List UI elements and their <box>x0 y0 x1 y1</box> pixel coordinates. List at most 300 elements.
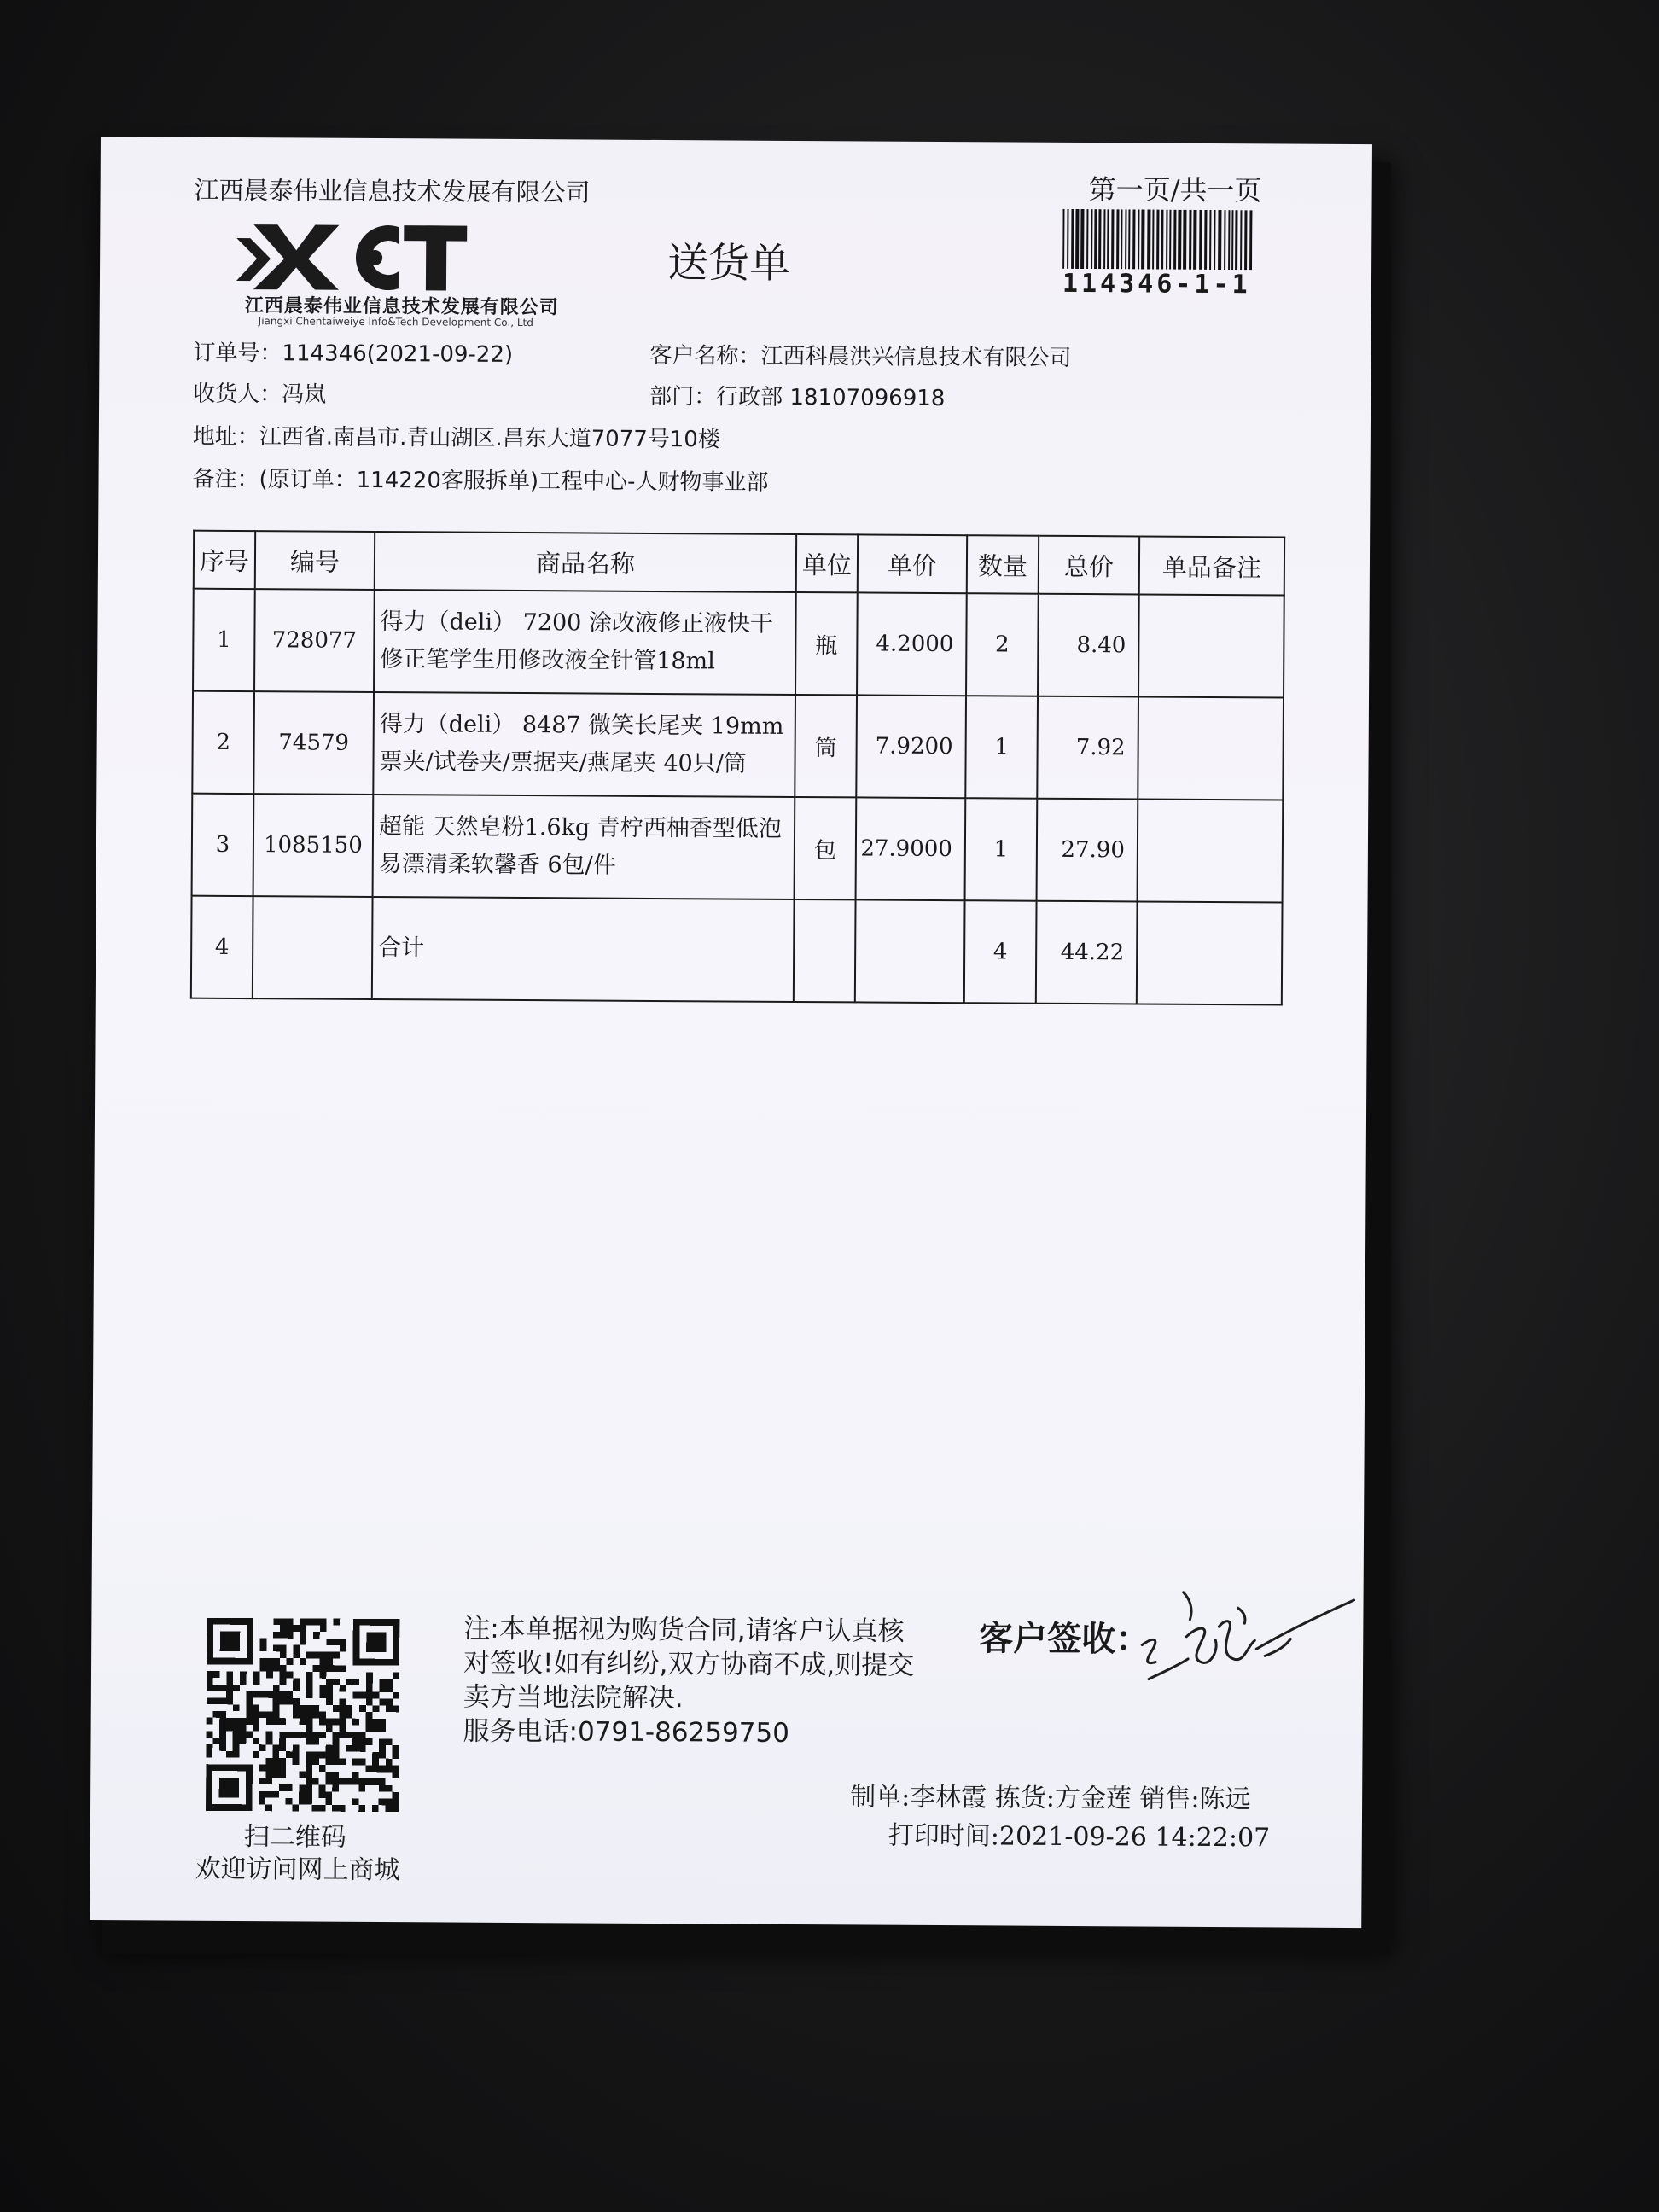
company-logo-icon <box>236 221 467 293</box>
qr-module <box>233 1725 240 1732</box>
qr-module <box>246 1765 253 1812</box>
qr-module <box>306 1679 313 1685</box>
qr-module <box>332 1752 339 1759</box>
qr-module <box>279 1744 286 1751</box>
cell-total: 27.90 <box>1037 799 1138 902</box>
qr-module <box>358 1778 365 1785</box>
qr-module <box>299 1784 306 1791</box>
cell-total-label: 合计 <box>372 897 795 1002</box>
cell-unit-price: 27.9000 <box>856 797 966 900</box>
qr-module <box>233 1738 240 1744</box>
qr-caption: 扫二维码 <box>243 1822 346 1853</box>
qr-module <box>272 1772 279 1778</box>
qr-module <box>207 1618 213 1665</box>
barcode-bar <box>1086 209 1088 269</box>
qr-module <box>319 1791 326 1798</box>
qr-module <box>219 1711 226 1718</box>
qr-module <box>392 1799 399 1806</box>
barcode-bar <box>1224 210 1225 270</box>
qr-module <box>280 1618 287 1625</box>
qr-module <box>353 1659 400 1666</box>
qr-module <box>379 1699 386 1706</box>
barcode-bar <box>1228 210 1230 270</box>
qr-module <box>206 1764 212 1811</box>
qr-module <box>272 1758 279 1765</box>
qr-module <box>226 1697 233 1704</box>
barcode-bar <box>1156 210 1159 270</box>
barcode-bar <box>1062 209 1064 269</box>
cell-total: 7.92 <box>1037 696 1138 800</box>
qr-module <box>319 1712 326 1719</box>
qr-module <box>319 1718 326 1725</box>
qr-module <box>386 1679 393 1685</box>
qr-module <box>379 1778 386 1785</box>
qr-module <box>379 1785 386 1792</box>
cell-unit: 瓶 <box>795 592 858 695</box>
qr-module <box>386 1705 393 1712</box>
qr-module <box>306 1751 312 1758</box>
qr-module <box>366 1672 373 1679</box>
company-name: 江西晨泰伟业信息技术发展有限公司 <box>194 175 591 207</box>
qr-module <box>333 1679 340 1685</box>
qr-module <box>253 1678 259 1685</box>
address: 地址：江西省.南昌市.青山湖区.昌东大道7077号10楼 <box>192 423 720 453</box>
qr-module <box>266 1738 273 1744</box>
barcode-bar <box>1235 210 1237 270</box>
barcode-bar <box>1080 209 1084 269</box>
column-header: 总价 <box>1039 536 1139 595</box>
barcode-bar <box>1121 209 1122 269</box>
cell-total: 8.40 <box>1038 594 1139 697</box>
cell-item-note <box>1138 696 1284 800</box>
qr-module <box>306 1738 312 1745</box>
table-row-total <box>191 896 1283 1005</box>
qr-module <box>333 1719 340 1726</box>
qr-module <box>207 1731 213 1738</box>
qr-module <box>260 1639 267 1645</box>
qr-module <box>287 1625 294 1632</box>
qr-module <box>279 1772 286 1778</box>
contract-note <box>463 1612 924 1751</box>
qr-module <box>359 1732 366 1738</box>
cell-seq: 1 <box>193 589 255 691</box>
qr-module <box>286 1751 293 1758</box>
qr-module <box>279 1718 286 1725</box>
receiver: 收货人：冯岚 <box>193 381 327 408</box>
cell-total: 44.22 <box>1036 901 1138 1004</box>
logo-cn-text: 江西晨泰伟业信息技术发展有限公司 <box>244 295 559 319</box>
qr-module <box>253 1691 259 1698</box>
cell-unit-price: 7.9200 <box>856 695 966 798</box>
qr-module <box>293 1712 300 1719</box>
qr-module <box>226 1751 233 1758</box>
remark: 备注：(原订单：114220客服拆单)工程中心-人财物事业部 <box>192 466 769 496</box>
qr-module <box>312 1751 319 1758</box>
qr-module <box>299 1772 306 1778</box>
barcode-bar <box>1231 210 1233 270</box>
qr-module <box>306 1705 313 1712</box>
qr-module <box>373 1705 380 1712</box>
qr-module <box>326 1725 333 1732</box>
qr-module <box>346 1679 353 1685</box>
qr-module <box>247 1698 253 1705</box>
qr-module <box>219 1685 226 1691</box>
handwritten-signature-icon <box>1137 1576 1359 1697</box>
qr-module <box>379 1745 386 1752</box>
qr-module <box>379 1685 386 1692</box>
qr-module <box>346 1712 352 1719</box>
qr-module <box>280 1665 287 1672</box>
qr-module <box>326 1698 333 1705</box>
cell-unit <box>794 899 856 1002</box>
qr-module <box>352 1738 359 1745</box>
qr-module <box>359 1738 366 1745</box>
barcode-icon <box>1062 209 1252 270</box>
qr-module <box>379 1752 386 1759</box>
qr-module <box>372 1765 379 1772</box>
qr-module <box>207 1697 213 1704</box>
qr-module <box>326 1745 333 1752</box>
qr-module <box>240 1725 247 1732</box>
barcode-bar <box>1091 209 1092 269</box>
qr-module <box>279 1765 286 1772</box>
qr-module <box>280 1678 287 1685</box>
qr-module <box>366 1712 373 1719</box>
barcode-bar <box>1161 210 1163 270</box>
qr-module <box>333 1652 340 1659</box>
qr-module <box>326 1679 333 1685</box>
qr-module <box>293 1744 300 1751</box>
qr-module <box>219 1778 240 1798</box>
qr-module <box>286 1698 293 1705</box>
qr-module <box>219 1725 226 1732</box>
qr-caption-mall: 欢迎访问网上商城 <box>195 1854 400 1886</box>
qr-module <box>293 1758 300 1765</box>
table-header-row <box>194 531 1284 596</box>
qr-module <box>306 1758 312 1765</box>
qr-module <box>366 1692 373 1699</box>
qr-module <box>365 1765 372 1772</box>
cell-seq: 2 <box>192 691 254 794</box>
qr-module <box>279 1758 286 1765</box>
barcode-bar <box>1218 210 1221 270</box>
qr-module <box>306 1732 312 1738</box>
qr-module <box>207 1685 213 1691</box>
qr-module <box>379 1738 386 1745</box>
qr-module <box>366 1726 373 1732</box>
qr-module <box>306 1691 313 1698</box>
qr-module <box>259 1778 266 1784</box>
qr-module <box>339 1725 346 1732</box>
qr-module <box>392 1805 399 1812</box>
qr-module <box>206 1744 212 1751</box>
barcode-bar <box>1166 210 1167 270</box>
cell-unit-price: 4.2000 <box>857 592 967 696</box>
barcode-bar <box>1204 210 1207 270</box>
qr-module <box>306 1651 313 1658</box>
qr-module <box>299 1798 306 1805</box>
qr-module <box>352 1772 359 1778</box>
logo-en-text: Jiangxi Chentaiweiye Info&Tech Development Co., Ltd <box>258 315 533 329</box>
qr-module <box>226 1725 233 1732</box>
qr-module <box>386 1759 393 1766</box>
qr-module <box>299 1791 306 1798</box>
qr-module <box>272 1744 279 1751</box>
qr-module <box>273 1644 280 1651</box>
qr-module <box>259 1691 266 1698</box>
qr-module <box>272 1751 279 1758</box>
barcode-bar <box>1071 209 1074 269</box>
qr-module <box>273 1698 280 1705</box>
qr-module <box>386 1685 393 1692</box>
barcode-bar <box>1147 209 1150 269</box>
cell-item-note <box>1138 594 1284 697</box>
qr-module <box>326 1658 333 1665</box>
qr-module <box>206 1764 253 1771</box>
qr-module <box>233 1744 240 1751</box>
barcode-bar <box>1249 210 1252 270</box>
qr-module <box>280 1632 287 1639</box>
qr-module <box>219 1718 226 1725</box>
qr-module <box>332 1778 339 1785</box>
qr-module <box>319 1685 326 1692</box>
qr-module <box>253 1671 260 1678</box>
contract-note-text: 注:本单据视为购货合同,请客户认真核对签收!如有纠纷,双方协商不成,则提交卖方当地法院解决. <box>463 1613 915 1714</box>
qr-module <box>219 1731 226 1738</box>
qr-module <box>266 1665 273 1672</box>
qr-module <box>359 1745 366 1752</box>
qr-module <box>386 1766 393 1773</box>
qr-module <box>293 1645 300 1652</box>
qr-module <box>239 1738 246 1744</box>
qr-module <box>313 1652 320 1659</box>
cell-unit-price <box>855 899 965 1003</box>
qr-module <box>319 1691 326 1698</box>
qr-module <box>353 1619 400 1626</box>
qr-module <box>279 1784 286 1791</box>
print-time: 打印时间:2021-09-26 14:22:07 <box>888 1820 1271 1854</box>
cell-item-note <box>1137 901 1283 1004</box>
cell-product-name: 得力（deli） 8487 微笑长尾夹 19mm票夹/试卷夹/票据夹/燕尾夹 40只/筒 <box>373 692 795 797</box>
qr-module <box>273 1718 280 1725</box>
qr-module <box>253 1718 259 1725</box>
qr-module <box>266 1718 273 1725</box>
qr-module <box>300 1625 306 1632</box>
staff-info: 制单:李林霞 拣货:方金莲 销售:陈远 <box>850 1782 1251 1815</box>
qr-module <box>207 1671 213 1678</box>
qr-module <box>280 1672 287 1679</box>
qr-module <box>319 1732 326 1738</box>
qr-module <box>273 1685 280 1691</box>
barcode-bar <box>1103 209 1105 269</box>
qr-module <box>226 1671 233 1678</box>
qr-module <box>320 1619 327 1626</box>
qr-module <box>306 1725 312 1732</box>
qr-module <box>300 1632 306 1639</box>
qr-module <box>366 1719 373 1726</box>
qr-module <box>300 1732 306 1738</box>
qr-module <box>287 1618 294 1625</box>
qr-module <box>240 1732 247 1738</box>
qr-module <box>265 1804 272 1811</box>
qr-module <box>366 1738 373 1745</box>
cell-product-name: 得力（deli） 7200 涂改液修正液快干修正笔学生用修改液全针管18ml <box>374 590 796 695</box>
cell-quantity: 4 <box>964 900 1037 1004</box>
qr-module <box>340 1712 346 1719</box>
qr-module <box>292 1805 299 1812</box>
qr-module <box>273 1618 280 1625</box>
qr-module <box>312 1712 319 1719</box>
qr-module <box>332 1758 339 1765</box>
qr-module <box>272 1791 279 1798</box>
qr-module <box>319 1765 326 1772</box>
barcode-bar <box>1244 210 1247 270</box>
column-header: 商品名称 <box>375 532 796 592</box>
qr-module <box>247 1691 253 1698</box>
qr-module <box>393 1705 399 1712</box>
barcode-number: 114346-1-1 <box>1062 268 1251 300</box>
qr-module <box>300 1718 306 1725</box>
qr-module <box>325 1778 332 1785</box>
barcode-bar <box>1199 210 1202 270</box>
qr-module <box>240 1678 247 1685</box>
qr-module <box>287 1658 294 1665</box>
order-number: 订单号：114346(2021-09-22) <box>193 340 514 368</box>
column-header: 序号 <box>194 531 255 589</box>
qr-module <box>265 1778 272 1784</box>
qr-module <box>212 1738 219 1744</box>
cell-quantity: 1 <box>965 798 1038 901</box>
barcode-bar <box>1189 210 1191 270</box>
qr-module <box>259 1765 266 1772</box>
qr-module <box>265 1758 272 1765</box>
qr-module <box>358 1785 365 1792</box>
qr-module <box>286 1798 293 1805</box>
qr-module <box>333 1745 340 1752</box>
qr-module <box>379 1719 386 1726</box>
qr-module <box>286 1691 293 1698</box>
qr-module <box>233 1704 240 1711</box>
qr-module <box>306 1784 312 1791</box>
qr-module <box>326 1758 333 1765</box>
qr-module <box>326 1719 333 1726</box>
qr-module <box>313 1619 320 1626</box>
qr-module <box>253 1738 259 1744</box>
barcode-bar <box>1193 210 1196 270</box>
qr-module <box>240 1718 247 1725</box>
department: 部门：行政部 18107096918 <box>649 383 946 412</box>
qr-module <box>280 1625 287 1632</box>
qr-module <box>320 1658 327 1665</box>
cell-item-note <box>1138 799 1284 902</box>
qr-module <box>346 1745 352 1752</box>
qr-module <box>219 1738 226 1744</box>
cell-quantity: 1 <box>965 696 1038 799</box>
qr-module <box>253 1704 259 1711</box>
table-row <box>192 691 1284 800</box>
qr-module <box>352 1719 359 1726</box>
qr-module <box>265 1771 272 1778</box>
qr-module <box>366 1679 373 1685</box>
column-header: 单价 <box>858 534 967 593</box>
barcode-bar <box>1067 209 1068 269</box>
table-row <box>193 589 1284 698</box>
qr-module <box>320 1652 327 1659</box>
table-row <box>192 794 1284 903</box>
qr-module <box>259 1665 266 1672</box>
qr-module <box>253 1711 259 1718</box>
qr-module <box>206 1804 253 1811</box>
qr-module <box>312 1778 319 1785</box>
qr-module <box>372 1719 379 1726</box>
qr-module <box>266 1672 273 1679</box>
qr-module <box>293 1751 300 1758</box>
qr-module <box>207 1618 253 1625</box>
qr-module <box>340 1705 346 1712</box>
barcode-bar <box>1094 209 1097 269</box>
qr-module <box>312 1738 319 1745</box>
service-phone: 服务电话:0791-86259750 <box>463 1715 790 1749</box>
qr-module <box>326 1685 333 1692</box>
qr-module <box>306 1765 312 1772</box>
qr-module <box>332 1805 339 1812</box>
qr-module <box>393 1692 399 1699</box>
qr-module <box>386 1785 393 1792</box>
qr-module <box>293 1685 300 1691</box>
barcode-bar <box>1132 209 1135 269</box>
qr-module <box>207 1658 253 1665</box>
qr-module <box>340 1698 346 1705</box>
qr-module <box>326 1665 333 1672</box>
qr-module <box>293 1732 300 1738</box>
qr-module <box>219 1697 226 1704</box>
customer-sign-label: 客户签收： <box>979 1619 1150 1660</box>
qr-module <box>340 1685 346 1692</box>
qr-module <box>240 1671 247 1678</box>
qr-module <box>259 1711 266 1718</box>
qr-module <box>286 1672 293 1679</box>
qr-module <box>333 1732 340 1738</box>
cell-seq: 3 <box>192 794 254 896</box>
qr-module <box>339 1732 346 1738</box>
qr-module <box>333 1619 340 1626</box>
qr-module <box>280 1698 287 1705</box>
qr-module <box>246 1704 253 1711</box>
qr-module <box>273 1658 280 1665</box>
qr-module <box>300 1618 306 1625</box>
qr-module <box>293 1651 300 1658</box>
barcode-bar <box>1214 210 1215 270</box>
qr-module <box>353 1619 360 1666</box>
qr-module <box>340 1645 346 1652</box>
qr-module <box>352 1679 359 1685</box>
qr-module <box>219 1744 226 1751</box>
barcode-bar <box>1116 209 1119 269</box>
qr-module <box>279 1738 286 1745</box>
qr-module <box>372 1726 379 1732</box>
qr-module <box>333 1738 340 1745</box>
qr-module <box>286 1784 293 1791</box>
qr-module <box>366 1698 373 1705</box>
page-indicator: 第一页/共一页 <box>1088 173 1262 207</box>
qr-module <box>319 1751 326 1758</box>
cell-seq: 4 <box>191 896 253 998</box>
qr-module <box>312 1758 319 1765</box>
qr-module <box>326 1652 333 1659</box>
qr-module <box>359 1705 366 1712</box>
qr-module <box>207 1678 213 1685</box>
qr-module <box>306 1791 312 1798</box>
